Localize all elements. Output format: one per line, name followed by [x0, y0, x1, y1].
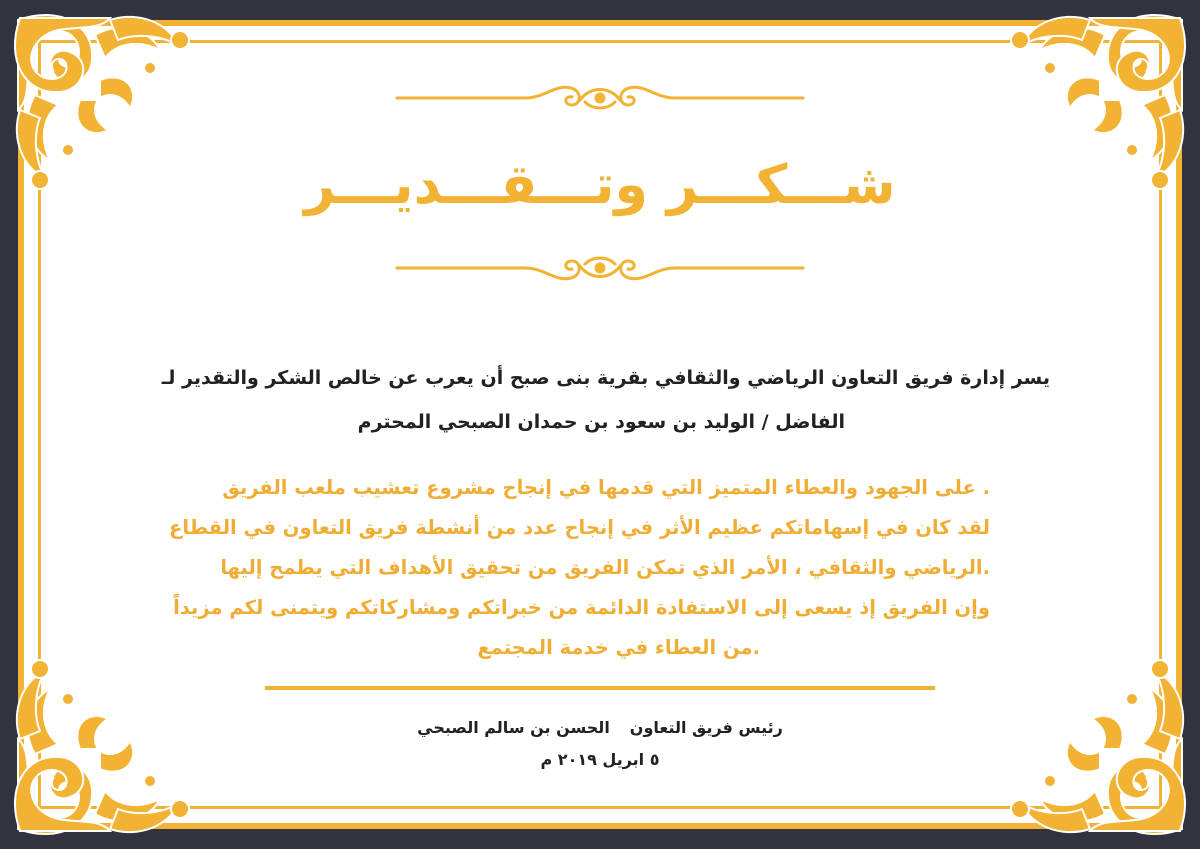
- body-line: وإن الفريق إذ يسعى إلى الاستفادة الدائمة من خبراتكم ومشاركاتكم ويتمنى لكم مزيداً: [173, 596, 990, 619]
- divider-flourish-icon: [395, 78, 805, 118]
- body-line: لقد كان في إسهاماتكم عظيم الأثر في إنجاح عدد من أنشطة فريق التعاون في القطاع: [169, 516, 990, 539]
- signature-block: [300, 712, 900, 776]
- signature-divider: [265, 686, 935, 690]
- corner-ornament-icon: [990, 0, 1200, 210]
- appreciation-text: [169, 468, 990, 668]
- corner-ornament-icon: [0, 639, 210, 849]
- signatory-name: الحسن بن سالم الصبحي: [417, 718, 610, 737]
- body-line: .الرياضي والثقافي ، الأمر الذي تمكن الفريق من تحقيق الأهداف التي يطمح إليها: [220, 556, 990, 579]
- corner-ornament-icon: [0, 0, 210, 210]
- corner-ornament-icon: [990, 639, 1200, 849]
- body-line: .من العطاء في خدمة المجتمع: [477, 636, 760, 659]
- recipient-name: الفاضل / الوليد بن سعود بن حمدان الصبحي المحترم: [357, 411, 845, 433]
- divider-flourish-icon: [395, 248, 805, 288]
- signatory-role: رئيس فريق التعاون: [629, 718, 783, 737]
- certificate-title: شـــكـــر وتـــقـــديـــر: [304, 153, 896, 216]
- body-line: . على الجهود والعطاء المتميز التي قدمها في إنجاح مشروع تعشيب ملعب الفريق: [222, 476, 990, 499]
- issue-date: ٥ ابريل ٢٠١٩ م: [540, 750, 660, 769]
- recipient-intro: [150, 356, 1050, 444]
- intro-line: يسر إدارة فريق التعاون الرياضي والثقافي بقرية بنى صبح أن يعرب عن خالص الشكر والتقدير لـ: [161, 367, 1050, 389]
